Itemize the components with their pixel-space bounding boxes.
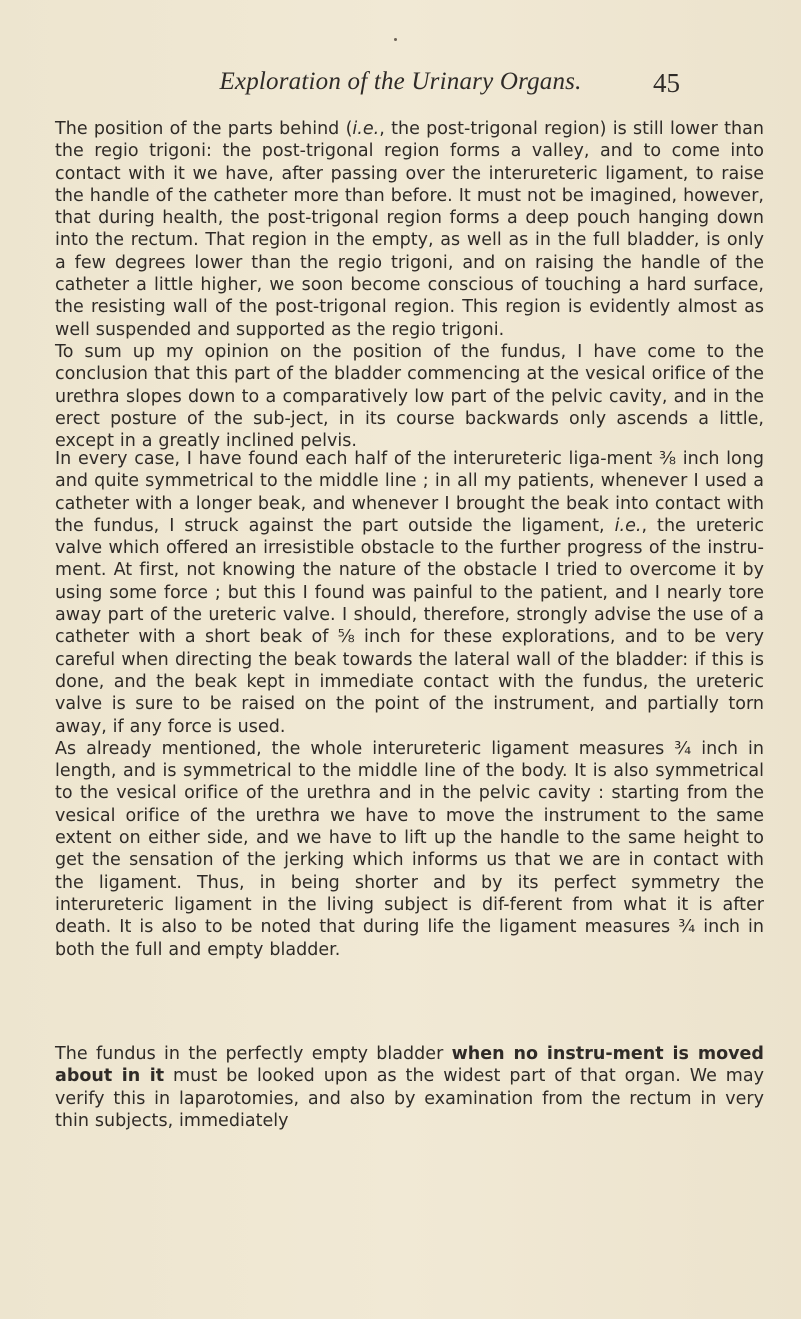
paragraph-text: The fundus in the perfectly empty bladder (55, 1044, 452, 1064)
paragraph-interureteric-ligament (55, 448, 764, 738)
paragraph-ligament-measurement: As already mentioned, the whole interureteric ligament measures ¾ inch in length, and is symmetrical to the middle line of the body. It is also symmetrical to the vesical orifice of the urethra and in the pelvic cavity : starting from the vesical orifice of the urethra we have to move the instrument to the same extent on either side, and we have to lift up the handle to the same height to get the sensation of the jerking which informs us that we are in contact with the ligament. Thus, in being shorter and by its perfect symmetry the interureteric ligament in the living subject is dif-ferent from what it is after death. It is also to be noted that during life the ligament measures ¾ inch in both the full and empty bladder. (55, 738, 764, 960)
paragraph-text: , the post-trigonal region) is still lower than the regio trigoni: the post-trigonal region forms a valley, and to come into contact with it we have, after passing over the interureteric ligament, to raise the handle of the catheter more than before. It must not be imagined, however, that during health, the post-trigonal region forms a deep pouch hanging down into the rectum. That region in the empty, as well as in the full bladder, is only a few degrees lower than the regio trigoni, and on raising the handle of the catheter a little higher, we soon become conscious of touching a hard surface, the resisting wall of the post-trigonal region. This region is evidently almost as well suspended and supported as the regio trigoni. (55, 119, 764, 340)
text-block-1 (55, 118, 764, 452)
italic-abbreviation: i.e. (352, 119, 380, 139)
paragraph-text: In every case, I have found each half of the interureteric liga-ment ⅜ inch long and quite symmetrical to the middle line ; in all my patients, whenever I used a catheter with a longer beak, and whenever I brought the beak into contact with the fundus, I struck against the part outside the ligament, (55, 449, 764, 536)
running-title: Exploration of the Urinary Organs. (219, 68, 582, 95)
paragraph-text: , the ureteric valve which offered an irresistible obstacle to the further progress of the instru-ment. At first, not knowing the nature of the obstacle I tried to overcome it by using some force ; but this I found was painful to the patient, and I nearly tore away part of the ureteric valve. I should, therefore, strongly advise the use of a catheter with a short beak of ⅝ inch for these explorations, and to be very careful when directing the beak towards the lateral wall of the bladder: if this is done, and the beak kept in immediate contact with the fundus, the ureteric valve is sure to be raised on the point of the instrument, and partially torn away, if any force is used. (55, 515, 765, 737)
print-speck (394, 38, 397, 41)
text-block-2 (55, 448, 764, 961)
italic-abbreviation: i.e. (614, 515, 642, 536)
paragraph-text: The position of the parts behind ( (55, 119, 353, 139)
paragraph-fundus-position: To sum up my opinion on the position of the fundus, I have come to the conclusion that this part of the bladder commencing at the vesical orifice of the urethra slopes down to a comparatively low part of the pelvic cavity, and in the erect posture of the sub-ject, in its course backwards only ascends a little, except in a greatly inclined pelvis. (55, 341, 764, 452)
paragraph-text: must be looked upon as the widest part of that organ. We may verify this in laparotomies, and also by examination from the rectum in very thin subjects, immediately (55, 1066, 764, 1131)
paragraph-post-trigonal-region (55, 118, 764, 341)
page-number: 45 (653, 68, 680, 98)
paragraph-fundus-widest-part (55, 1043, 764, 1132)
text-block-3 (55, 1043, 764, 1132)
page-header (0, 68, 801, 102)
bold-phrase: when no instru-ment is moved about in it (55, 1044, 764, 1087)
